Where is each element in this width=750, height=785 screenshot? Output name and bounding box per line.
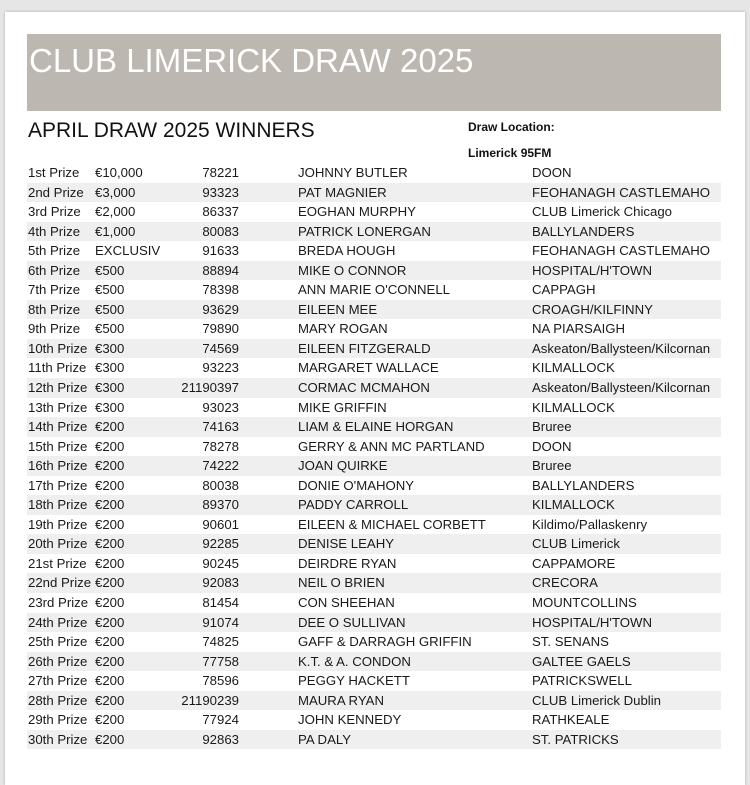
club-name: Bruree xyxy=(532,458,572,474)
draw-heading: APRIL DRAW 2025 WINNERS xyxy=(28,119,315,142)
table-row xyxy=(27,456,721,476)
prize-amount: €300 xyxy=(95,399,125,415)
prize-label: 16th Prize xyxy=(28,458,88,474)
winner-name: CORMAC MCMAHON xyxy=(298,380,430,396)
winner-name: CON SHEEHAN xyxy=(298,595,395,611)
club-name: KILMALLOCK xyxy=(532,360,615,376)
ticket-number: 21190239 xyxy=(181,692,239,708)
winner-name: NEIL O BRIEN xyxy=(298,575,385,591)
winner-name: BREDA HOUGH xyxy=(298,243,396,259)
ticket-number: 90601 xyxy=(202,516,239,532)
document-page xyxy=(5,12,745,785)
prize-label: 10th Prize xyxy=(28,340,88,356)
table-row xyxy=(27,163,721,183)
table-row xyxy=(27,554,721,574)
banner-title: CLUB LIMERICK DRAW 2025 xyxy=(29,42,474,79)
prize-amount: €200 xyxy=(95,653,125,669)
table-row xyxy=(27,534,721,554)
club-name: BALLYLANDERS xyxy=(532,223,635,239)
ticket-number: 78221 xyxy=(202,165,239,180)
prize-amount: €200 xyxy=(95,673,125,689)
draw-location-value: Limerick 95FM xyxy=(468,146,552,160)
table-row xyxy=(27,437,721,457)
table-row xyxy=(27,339,721,359)
club-name: CLUB Limerick Chicago xyxy=(532,204,672,220)
ticket-number: 93223 xyxy=(202,360,239,376)
prize-amount: €200 xyxy=(95,712,125,728)
prize-amount: €500 xyxy=(95,262,125,278)
prize-label: 20th Prize xyxy=(28,536,88,552)
winner-name: PADDY CARROLL xyxy=(298,497,409,513)
prize-amount: €1,000 xyxy=(95,223,136,239)
prize-label: 4th Prize xyxy=(28,223,81,239)
winner-name: EILEEN MEE xyxy=(298,301,378,317)
draw-location-label: Draw Location: xyxy=(468,120,555,134)
prize-amount: €200 xyxy=(95,692,125,708)
club-name: KILMALLOCK xyxy=(532,497,615,513)
club-name: HOSPITAL/H'TOWN xyxy=(532,614,652,630)
ticket-number: 81454 xyxy=(202,595,239,611)
ticket-number: 92285 xyxy=(202,536,239,552)
prize-label: 14th Prize xyxy=(28,419,88,435)
club-name: Bruree xyxy=(532,419,572,435)
ticket-number: 78398 xyxy=(202,282,239,298)
table-row xyxy=(27,573,721,593)
prize-label: 26th Prize xyxy=(28,653,88,669)
table-row xyxy=(27,515,721,535)
winner-name: GAFF & DARRAGH GRIFFIN xyxy=(298,634,472,650)
prize-label: 11th Prize xyxy=(28,360,87,376)
club-name: ST. PATRICKS xyxy=(532,731,619,747)
prize-label: 15th Prize xyxy=(28,438,88,454)
club-name: DOON xyxy=(532,438,572,454)
ticket-number: 74163 xyxy=(202,419,239,435)
winner-name: MIKE O CONNOR xyxy=(298,262,407,278)
prize-label: 30th Prize xyxy=(28,731,88,747)
winner-name: PA DALY xyxy=(298,731,352,747)
prize-amount: €200 xyxy=(95,458,125,474)
prize-amount: €200 xyxy=(95,731,125,747)
prize-label: 27th Prize xyxy=(28,673,88,689)
winner-name: MARY ROGAN xyxy=(298,321,388,337)
winner-name: PAT MAGNIER xyxy=(298,184,387,200)
prize-label: 7th Prize xyxy=(28,282,81,298)
prize-amount: €300 xyxy=(95,360,125,376)
winner-name: DENISE LEAHY xyxy=(298,536,395,552)
prize-amount: €200 xyxy=(95,575,125,591)
winner-name: EILEEN & MICHAEL CORBETT xyxy=(298,516,486,532)
table-row xyxy=(27,593,721,613)
prize-amount: €200 xyxy=(95,536,125,552)
prize-label: 13th Prize xyxy=(28,399,88,415)
table-row xyxy=(27,476,721,496)
club-name: BALLYLANDERS xyxy=(532,477,635,493)
club-name: CRECORA xyxy=(532,575,598,591)
winner-name: K.T. & A. CONDON xyxy=(298,653,411,669)
ticket-number: 78278 xyxy=(202,438,239,454)
ticket-number: 86337 xyxy=(202,204,239,220)
prize-label: 6th Prize xyxy=(28,262,81,278)
club-name: CAPPAMORE xyxy=(532,555,616,571)
winner-name: GERRY & ANN MC PARTLAND xyxy=(298,438,485,454)
table-row xyxy=(27,613,721,633)
club-name: Askeaton/Ballysteen/Kilcornan xyxy=(532,380,711,396)
prize-amount: €200 xyxy=(95,634,125,650)
table-row xyxy=(27,358,721,378)
winners-table xyxy=(27,163,721,749)
club-name: DOON xyxy=(532,165,572,180)
winner-name: PATRICK LONERGAN xyxy=(298,223,431,239)
ticket-number: 78596 xyxy=(202,673,239,689)
prize-label: 28th Prize xyxy=(28,692,88,708)
prize-amount: €200 xyxy=(95,419,125,435)
prize-amount: €500 xyxy=(95,301,125,317)
winner-name: ANN MARIE O'CONNELL xyxy=(298,282,451,298)
prize-label: 17th Prize xyxy=(28,477,88,493)
club-name: Askeaton/Ballysteen/Kilcornan xyxy=(532,340,711,356)
prize-label: 8th Prize xyxy=(28,301,81,317)
prize-amount: €2,000 xyxy=(95,204,136,220)
winner-name: DEIRDRE RYAN xyxy=(298,555,397,571)
club-name: CAPPAGH xyxy=(532,282,596,298)
table-row xyxy=(27,632,721,652)
prize-label: 1st Prize xyxy=(28,165,80,180)
winner-name: MIKE GRIFFIN xyxy=(298,399,387,415)
prize-label: 25th Prize xyxy=(28,634,88,650)
ticket-number: 80038 xyxy=(202,477,239,493)
prize-amount: €300 xyxy=(95,380,125,396)
table-row xyxy=(27,202,721,222)
prize-amount: €500 xyxy=(95,282,125,298)
table-row xyxy=(27,398,721,418)
ticket-number: 91074 xyxy=(202,614,239,630)
prize-label: 19th Prize xyxy=(28,516,88,532)
club-name: Kildimo/Pallaskenry xyxy=(532,516,648,532)
prize-amount: €200 xyxy=(95,595,125,611)
ticket-number: 77924 xyxy=(202,712,239,728)
prize-amount: €200 xyxy=(95,555,125,571)
table-row xyxy=(27,495,721,515)
prize-label: 18th Prize xyxy=(28,497,88,513)
table-row xyxy=(27,730,721,750)
table-row xyxy=(27,319,721,339)
ticket-number: 89370 xyxy=(202,497,239,513)
winner-name: MAURA RYAN xyxy=(298,692,384,708)
title-banner xyxy=(27,34,721,111)
prize-label: 2nd Prize xyxy=(28,184,84,200)
club-name: ST. SENANS xyxy=(532,634,609,650)
club-name: CROAGH/KILFINNY xyxy=(532,301,653,317)
table-row xyxy=(27,710,721,730)
winner-name: EOGHAN MURPHY xyxy=(298,204,416,220)
club-name: FEOHANAGH CASTLEMAHO xyxy=(532,243,711,259)
winner-name: PEGGY HACKETT xyxy=(298,673,410,689)
ticket-number: 74569 xyxy=(202,340,239,356)
prize-label: 23rd Prize xyxy=(28,595,89,611)
table-row xyxy=(27,280,721,300)
ticket-number: 88894 xyxy=(202,262,239,278)
club-name: RATHKEALE xyxy=(532,712,610,728)
ticket-number: 93323 xyxy=(202,184,239,200)
club-name: HOSPITAL/H'TOWN xyxy=(532,262,652,278)
ticket-number: 93629 xyxy=(202,301,239,317)
ticket-number: 21190397 xyxy=(181,380,239,396)
table-row xyxy=(27,300,721,320)
prize-label: 5th Prize xyxy=(28,243,81,259)
prize-amount: EXCLUSIV xyxy=(95,243,161,259)
table-row xyxy=(27,261,721,281)
ticket-number: 92083 xyxy=(202,575,239,591)
table-row xyxy=(27,183,721,203)
ticket-number: 90245 xyxy=(202,555,239,571)
ticket-number: 77758 xyxy=(202,653,239,669)
prize-amount: €3,000 xyxy=(95,184,136,200)
prize-amount: €200 xyxy=(95,516,125,532)
prize-label: 29th Prize xyxy=(28,712,88,728)
prize-label: 12th Prize xyxy=(28,380,88,396)
club-name: CLUB Limerick Dublin xyxy=(532,692,661,708)
club-name: CLUB Limerick xyxy=(532,536,620,552)
ticket-number: 74825 xyxy=(202,634,239,650)
ticket-number: 92863 xyxy=(202,731,239,747)
table-row xyxy=(27,671,721,691)
winner-name: EILEEN FITZGERALD xyxy=(298,340,431,356)
club-name: PATRICKSWELL xyxy=(532,673,632,689)
ticket-number: 91633 xyxy=(202,243,239,259)
prize-label: 9th Prize xyxy=(28,321,81,337)
prize-label: 21st Prize xyxy=(28,555,87,571)
prize-label: 24th Prize xyxy=(28,614,88,630)
club-name: NA PIARSAIGH xyxy=(532,321,626,337)
winner-name: DEE O SULLIVAN xyxy=(298,614,406,630)
prize-amount: €10,000 xyxy=(95,165,143,180)
winner-name: DONIE O'MAHONY xyxy=(298,477,415,493)
table-row xyxy=(27,241,721,261)
club-name: MOUNTCOLLINS xyxy=(532,595,637,611)
ticket-number: 79890 xyxy=(202,321,239,337)
ticket-number: 80083 xyxy=(202,223,239,239)
winner-name: JOHN KENNEDY xyxy=(298,712,402,728)
prize-amount: €500 xyxy=(95,321,125,337)
winner-name: MARGARET WALLACE xyxy=(298,360,439,376)
prize-amount: €200 xyxy=(95,497,125,513)
winner-name: LIAM & ELAINE HORGAN xyxy=(298,419,454,435)
prize-amount: €200 xyxy=(95,438,125,454)
table-row xyxy=(27,378,721,398)
prize-label: 22nd Prize xyxy=(28,575,92,591)
club-name: GALTEE GAELS xyxy=(532,653,631,669)
club-name: KILMALLOCK xyxy=(532,399,615,415)
table-row xyxy=(27,652,721,672)
prize-amount: €200 xyxy=(95,477,125,493)
ticket-number: 74222 xyxy=(202,458,239,474)
table-row xyxy=(27,691,721,711)
table-row xyxy=(27,222,721,242)
prize-label: 3rd Prize xyxy=(28,204,81,220)
ticket-number: 93023 xyxy=(202,399,239,415)
prize-amount: €300 xyxy=(95,340,125,356)
table-row xyxy=(27,417,721,437)
winner-name: JOHNNY BUTLER xyxy=(298,165,408,180)
winner-name: JOAN QUIRKE xyxy=(298,458,388,474)
club-name: FEOHANAGH CASTLEMAHO xyxy=(532,184,711,200)
prize-amount: €200 xyxy=(95,614,125,630)
